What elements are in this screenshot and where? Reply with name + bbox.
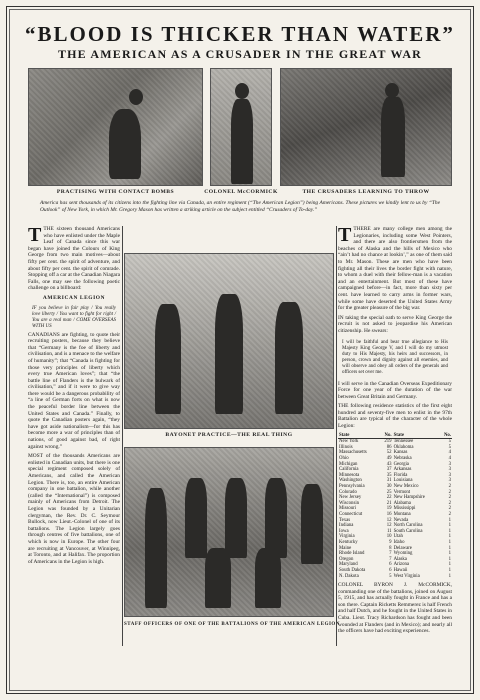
table-cell: 3 — [448, 467, 451, 473]
table-cell: Mississippi — [393, 506, 416, 512]
table-cell: 31 — [386, 478, 392, 484]
poem-heading: AMERICAN LEGION — [42, 294, 106, 301]
table-cell: 1 — [448, 534, 451, 540]
table-cell: 19 — [386, 506, 392, 512]
table-cell: 22 — [386, 495, 392, 501]
table-cell: Vermont — [393, 489, 411, 495]
table-cell: 43 — [386, 461, 392, 467]
caption-colonel-mccormick: COLONEL McCORMICK — [204, 189, 278, 195]
table-cell: 5 — [448, 439, 451, 445]
table-cell: 1 — [448, 545, 451, 551]
table-cell: 2 — [448, 500, 451, 506]
table-cell: 1 — [448, 562, 451, 568]
photo-staff-officers — [124, 447, 334, 617]
column-rule-left — [122, 226, 123, 646]
table-cell: Wisconsin — [339, 500, 360, 506]
table-row — [338, 574, 452, 580]
table-cell: 30 — [386, 484, 392, 489]
table-cell: 10 — [386, 534, 392, 540]
column-left — [28, 226, 120, 666]
column-rule-right — [336, 226, 337, 646]
table-cell: Georgia — [393, 461, 409, 467]
table-cell: 16 — [386, 511, 392, 517]
table-cell: 9 — [389, 539, 392, 545]
table-cell: 35 — [386, 472, 392, 478]
table-cell: N. Dakota — [339, 573, 359, 579]
table-cell: 8 — [389, 545, 392, 551]
residence-stats-table — [338, 433, 452, 579]
left-para-2: CANADIANS are fighting, to quote their recruiting posters, because they believe that “Germany is the foe of liberty and civilisation, and is a menace to the welfare of humanity”; that “Canada is fighting for those very principles of liberty which every true American loves”; that “the battle line of Flanders is the bulwark of civilisation,” and if it were to give way there would be a dangerous probability of “a line of German forts on what is now the peaceful border line between the United States and Canada.” Finally, to quote the Canadian posters again, “they have got aside nationalism—for this has become more a war of principles than of nations, of good against bad, of right against wrong.” — [28, 331, 120, 450]
stats-header-cell: No. — [380, 433, 393, 439]
right-para-5: COLONEL BYRON J. McCORMICK, commanding one of the battalions, joined on August 5, 1915, and has actually fought in France and has a son there. Captain Ricketts Remmerez is half French and half Dutch, and he fought in the United States in Cuba. Lieut. Tracy Richardson has fought and been wounded at Flanders (and in Mexico); and nearly all the officers have had exciting experiences. — [338, 582, 452, 635]
stats-header-cell: State — [393, 433, 440, 439]
table-cell: 219 — [384, 439, 392, 445]
table-cell: Oregon — [339, 556, 354, 562]
caption-bayonet-practice: BAYONET PRACTICE—THE REAL THING — [165, 432, 293, 438]
table-cell: 2 — [448, 511, 451, 517]
table-cell: California — [339, 467, 359, 473]
table-cell: 3 — [448, 478, 451, 484]
table-cell: Colorado — [339, 489, 357, 495]
photo-learning-to-throw — [280, 68, 452, 186]
table-cell: Nebraska — [393, 456, 412, 462]
table-cell: Indiana — [339, 523, 354, 529]
table-cell: Utah — [393, 534, 403, 540]
table-cell: South Dakota — [339, 567, 366, 573]
table-cell: Maine — [339, 545, 352, 551]
table-cell: Alabama — [393, 500, 411, 506]
table-cell: 12 — [386, 517, 392, 523]
table-cell: 1 — [448, 523, 451, 529]
dropcap-t2: T — [338, 226, 352, 246]
table-cell: Massachusetts — [339, 450, 367, 456]
table-cell: 3 — [448, 461, 451, 467]
table-cell: 5 — [389, 573, 392, 579]
table-cell: Michigan — [339, 461, 358, 467]
table-cell: Texas — [339, 517, 351, 523]
table-cell: Minnesota — [339, 472, 360, 478]
photo-contact-bombs — [28, 68, 203, 186]
table-cell: Rhode Island — [339, 551, 365, 557]
table-cell: 1 — [448, 528, 451, 534]
table-cell: Arkansas — [393, 467, 412, 473]
table-cell: Oklahoma — [393, 444, 414, 450]
table-cell: Pennsylvania — [339, 484, 365, 489]
table-cell: Virginia — [339, 534, 355, 540]
page-title: “BLOOD IS THICKER THAN WATER” — [25, 22, 455, 46]
table-cell: Nevada — [393, 517, 409, 523]
table-cell: Connecticut — [339, 511, 363, 517]
table-cell: 1 — [448, 517, 451, 523]
table-cell: 11 — [386, 528, 392, 534]
intro-text: America has sent thousands of its citizens into the fighting line via Canada, an entire regiment (“The American Legion”) being Americans. These pictures we kindly lent to us by “The Outlook” of New York, in which Mr. Gregory Mason has written a striking article on the subject entitled “Crusaders of To-day.” — [40, 200, 440, 213]
table-cell: Missouri — [339, 506, 357, 512]
table-cell: Ohio — [339, 456, 349, 462]
table-cell: Washington — [339, 478, 362, 484]
table-cell: 2 — [448, 484, 451, 489]
table-cell: Delaware — [393, 545, 412, 551]
caption-learning-to-throw: THE CRUSADERS LEARNING TO THROW — [302, 189, 430, 195]
table-cell: Arizona — [393, 562, 410, 568]
table-cell: 7 — [389, 551, 392, 557]
table-cell: Kansas — [393, 450, 408, 456]
right-para-3: I will serve in the Canadian Overseas Expeditionary Force for one year of the duration of the war between Great Britain and Germany. — [338, 380, 452, 400]
table-cell: 86 — [386, 444, 392, 450]
table-cell: 6 — [389, 562, 392, 568]
table-cell: Idaho — [393, 539, 405, 545]
right-para-1: THERE are many college men among the Legionaries, including some West Pointers, and there are also frontiersmen from the beaches of Alaska and the hills of Mexico who “ain’t had no chance at lookin’,” as one of them said to Mr. Mason. These are men who have been fighting all their lives the border fight with nature, to whom a duel with their fellow-man is a vacation and an entertainment. But most of these have campaigned before—in fact, more than sixty per cent. have learned to carry arms in former wars, while some have deserted the United States Army for the greater pleasure of the big war. — [338, 226, 452, 312]
table-cell: 49 — [386, 456, 392, 462]
right-para-2: IN taking the special oath to serve King George the recruit is not asked to jeopardise his American citizenship. He swears: — [338, 314, 452, 334]
table-cell: 1 — [448, 556, 451, 562]
page-subtitle: THE AMERICAN AS A CRUSADER IN THE GREAT WAR — [57, 47, 423, 61]
table-cell: Hawaii — [393, 567, 408, 573]
right-para-4: THE following residence statistics of the first eight hundred and seventy-five men to enlist in the 97th Battalion are typical of the character of the whole Legion: — [338, 403, 452, 430]
table-cell: Illinois — [339, 444, 353, 450]
table-cell: Tennessee — [393, 439, 414, 445]
table-cell: New York — [339, 439, 359, 445]
table-cell: 2 — [448, 506, 451, 512]
table-cell: Maryland — [339, 562, 358, 568]
table-cell: 21 — [386, 500, 392, 506]
table-cell: Louisiana — [393, 478, 413, 484]
stats-header-cell: No. — [439, 433, 452, 439]
table-cell: 4 — [448, 456, 451, 462]
table-cell: 1 — [448, 567, 451, 573]
column-right — [338, 226, 452, 666]
table-cell: 4 — [448, 450, 451, 456]
table-cell: West Virginia — [393, 573, 420, 579]
table-cell: New Hampshire — [393, 495, 425, 501]
left-para-1: THE sixteen thousand Americans who have enlisted under the Maple Leaf of Canada since this war began have joined the Colours of King George from two main motives—about fifty per cent. the spirit of adventure, and about fifty per cent. the spirit of comrade. Stopping off a car at the Canadian Niagara Falls, one may see the following poetic challenge on a billboard: — [28, 226, 120, 292]
table-cell: 1 — [448, 551, 451, 557]
photo-bayonet-practice — [124, 253, 334, 429]
table-cell: Iowa — [339, 528, 349, 534]
table-cell: 6 — [389, 567, 392, 573]
table-cell: 1 — [448, 573, 451, 579]
oath-text: I will be faithful and bear true allegiance to His Majesty King George V, and I will do my utmost duty to His Majesty, his heirs and successors, in person, crown and dignity against all enemies, and will observe and obey all orders of the generals and officers set over me. — [342, 339, 448, 375]
photo-colonel-mccormick — [210, 68, 272, 186]
table-cell: Montana — [393, 511, 411, 517]
table-cell: 2 — [448, 489, 451, 495]
table-cell: 7 — [389, 556, 392, 562]
table-cell: 25 — [386, 489, 392, 495]
table-cell: 12 — [386, 523, 392, 529]
table-cell: 52 — [386, 450, 392, 456]
table-cell: 1 — [448, 539, 451, 545]
caption-staff-officers: STAFF OFFICERS OF ONE OF THE BATTALIONS OF THE AMERICAN LEGION — [124, 622, 340, 627]
left-para-3: MOST of the thousands Americans are enlisted in Canadian units, but there is one special regiment composed solely of Americans, and called the American Legion. There is, too, an entire American company in one battalion, while another (called the “International”) is composed mainly of Americans from Detroit. The Legion was founded by a Unitarian clergyman, the Rev. Dr. C. Seymour Bullock, now Lieut.-Colonel of one of its battalions. The Legion largely goes through centres of five battalions, one of which is now in Europe. The other four are recruiting at Vancouver, at Winnipeg, at Toronto, and at Halifax. The proportion of Americans in the Legion is high. — [28, 453, 120, 565]
table-cell: 2 — [448, 495, 451, 501]
stats-header-cell: State — [338, 433, 380, 439]
table-cell: 37 — [386, 467, 392, 473]
poem-text: IF you believe in fair play / You really love liberty / You want to fight for right / You are a real man / COME OVERSEAS WITH US — [32, 305, 116, 329]
table-cell: Alaska — [393, 556, 407, 562]
table-cell: New Jersey — [339, 495, 362, 501]
table-cell: 3 — [448, 472, 451, 478]
table-cell: New Mexico — [393, 484, 419, 489]
dropcap-t: T — [28, 226, 42, 246]
table-cell: North Carolina — [393, 523, 423, 529]
table-cell: 5 — [448, 444, 451, 450]
table-cell: Florida — [393, 472, 408, 478]
caption-contact-bombs: PRACTISING WITH CONTACT BOMBS — [56, 189, 175, 195]
table-cell: South Carolina — [393, 528, 423, 534]
table-cell: Wyoming — [393, 551, 413, 557]
table-cell: Kentucky — [339, 539, 358, 545]
